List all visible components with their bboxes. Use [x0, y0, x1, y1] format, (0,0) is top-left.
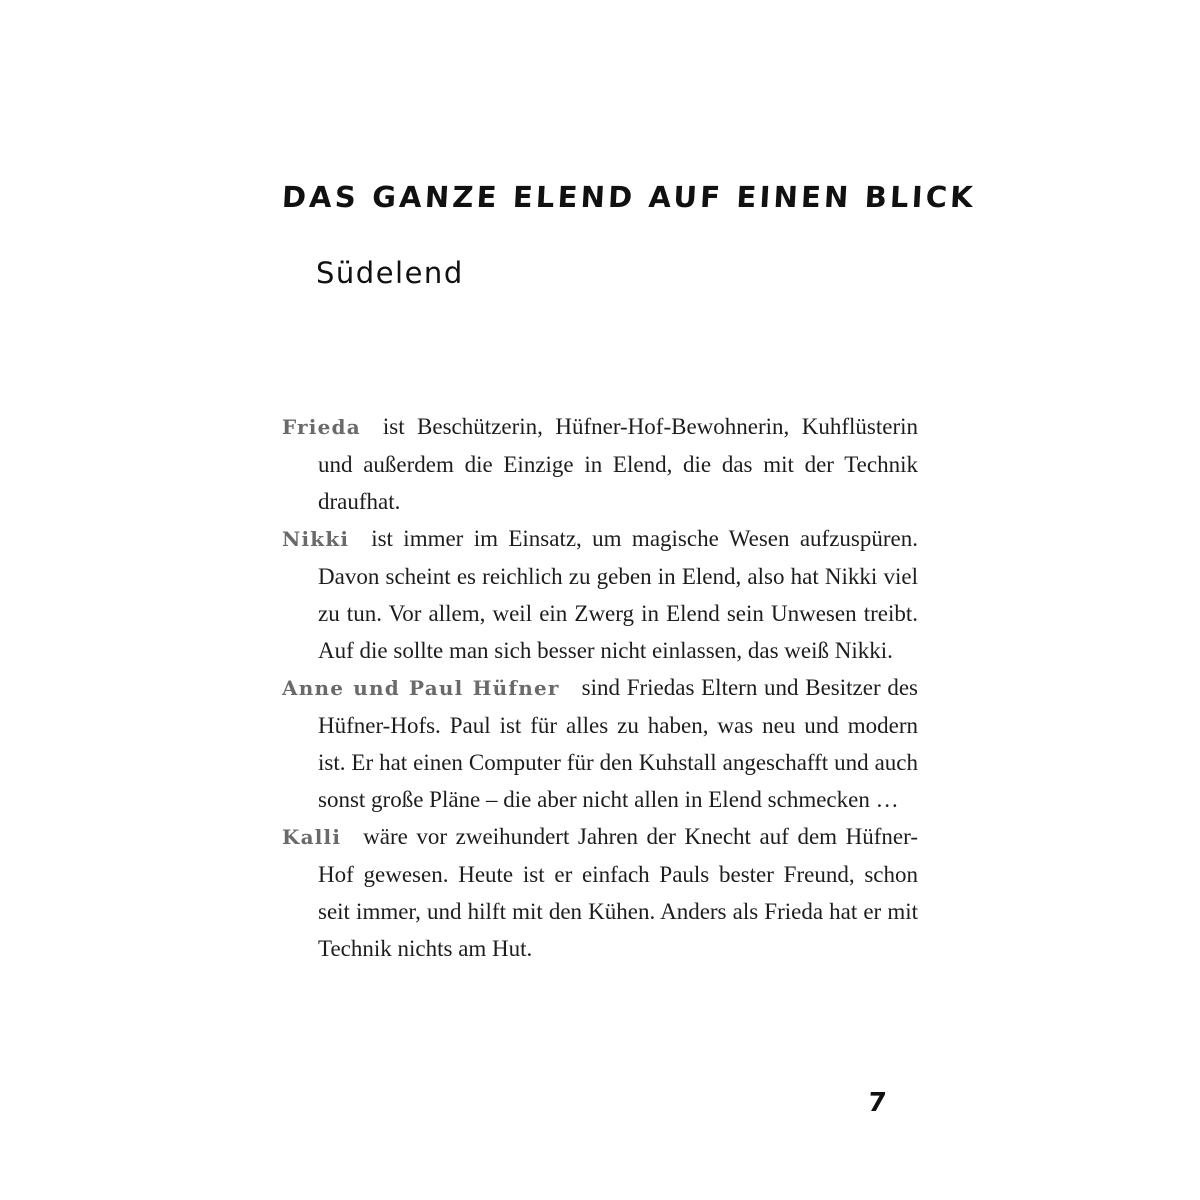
character-name: Kalli: [282, 825, 342, 849]
character-description: ist Beschützerin, Hüfner-Hof-Bewohnerin, Kuhflüsterin und außerdem die Einzige in Elend, die das mit der Technik draufhat.: [318, 414, 918, 514]
character-entry-kalli: [282, 818, 918, 967]
character-name: Frieda: [282, 415, 361, 439]
character-description: ist immer im Einsatz, um magische Wesen aufzuspüren. Davon scheint es reichlich zu geben in Elend, also hat Nikki viel zu tun. Vor allem, weil ein Zwerg in Elend sein Unwesen treibt. Auf die sollte man sich besser nicht einlassen, das weiß Nikki.: [318, 526, 918, 663]
page-heading: DAS GANZE ELEND AUF EINEN BLICK: [281, 180, 977, 214]
character-name: Nikki: [282, 527, 350, 551]
character-list: [282, 408, 918, 967]
character-entry-frieda: [282, 408, 918, 520]
page-number: 7: [866, 1088, 888, 1118]
character-entry-nikki: [282, 520, 918, 669]
character-entry-anne-paul: [282, 669, 918, 818]
character-name: Anne und Paul Hüfner: [282, 676, 560, 700]
page-subheading: Südelend: [316, 256, 464, 290]
character-description: wäre vor zweihundert Jahren der Knecht auf dem Hüfner-Hof gewesen. Heute ist er einfach Pauls bester Freund, schon seit immer, und hilft mit den Kühen. Anders als Frieda hat er mit Technik nichts am Hut.: [318, 824, 918, 961]
character-description: sind Friedas Eltern und Besitzer des Hüfner-Hofs. Paul ist für alles zu haben, was neu und modern ist. Er hat einen Computer für den Kuhstall angeschafft und auch sonst große Pläne – die aber nicht allen in Elend schmecken …: [318, 675, 918, 812]
